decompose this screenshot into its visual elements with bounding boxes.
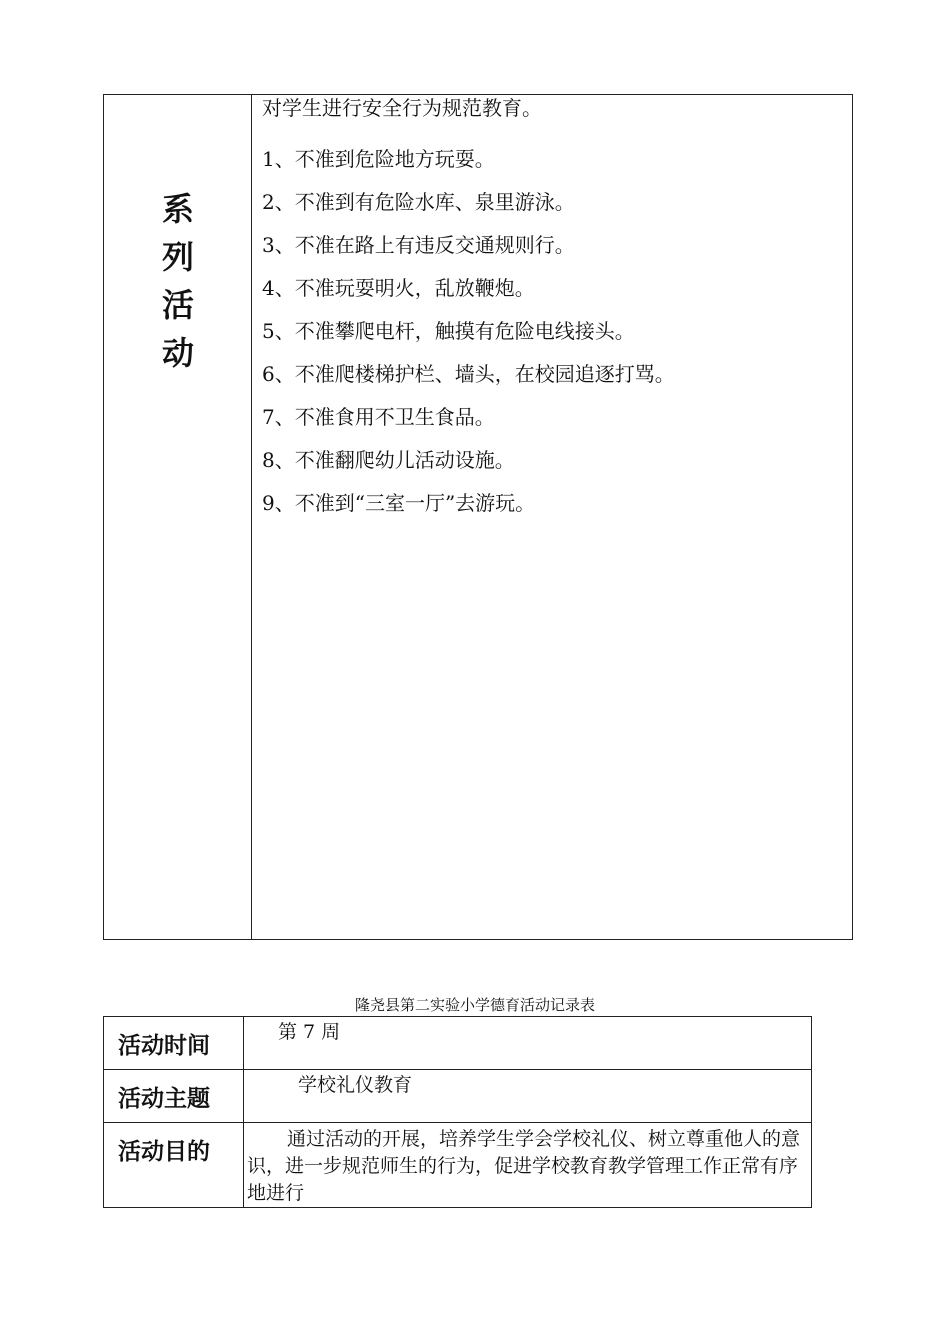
table-row bbox=[104, 1017, 812, 1070]
safety-rule-item: 9、不准到“三室一厅”去游玩。 bbox=[262, 491, 536, 515]
activity-time-label: 活动时间 bbox=[104, 1017, 244, 1070]
activity-theme-label: 活动主题 bbox=[104, 1070, 244, 1123]
series-activity-label-cell bbox=[104, 95, 252, 939]
safety-rule-item: 7、不准食用不卫生食品。 bbox=[262, 405, 495, 429]
safety-rule-item: 2、不准到有危险水库、泉里游泳。 bbox=[262, 190, 575, 214]
title-char: 列 bbox=[161, 238, 194, 276]
activity-purpose-value: 通过活动的开展，培养学生学会学校礼仪、树立尊重他人的意识，进一步规范师生的行为，促进学校教育教学管理工作正常有序地进行 bbox=[244, 1123, 812, 1208]
series-activity-table bbox=[103, 94, 853, 940]
series-activity-content-cell bbox=[262, 95, 844, 525]
table-row bbox=[104, 1123, 812, 1208]
safety-rule-item: 8、不准翻爬幼儿活动设施。 bbox=[262, 448, 515, 472]
title-char: 系 bbox=[161, 190, 194, 228]
title-char: 活 bbox=[161, 286, 194, 324]
title-char: 动 bbox=[161, 334, 194, 372]
activity-time-value: 第 7 周 bbox=[244, 1017, 812, 1070]
safety-intro: 对学生进行安全行为规范教育。 bbox=[262, 96, 542, 120]
activity-theme-value: 学校礼仪教育 bbox=[244, 1070, 812, 1123]
safety-rule-item: 4、不准玩耍明火，乱放鞭炮。 bbox=[262, 276, 535, 300]
record-table-caption: 隆尧县第二实验小学德育活动记录表 bbox=[354, 998, 595, 1014]
series-activity-title bbox=[156, 185, 200, 377]
table-row bbox=[104, 1070, 812, 1123]
safety-rule-item: 5、不准攀爬电杆，触摸有危险电线接头。 bbox=[262, 319, 635, 343]
activity-purpose-label: 活动目的 bbox=[104, 1123, 244, 1208]
safety-rule-item: 1、不准到危险地方玩耍。 bbox=[262, 147, 495, 171]
activity-record-table bbox=[103, 1016, 812, 1208]
safety-rule-item: 3、不准在路上有违反交通规则行。 bbox=[262, 233, 575, 257]
safety-rule-item: 6、不准爬楼梯护栏、墙头，在校园追逐打骂。 bbox=[262, 362, 675, 386]
